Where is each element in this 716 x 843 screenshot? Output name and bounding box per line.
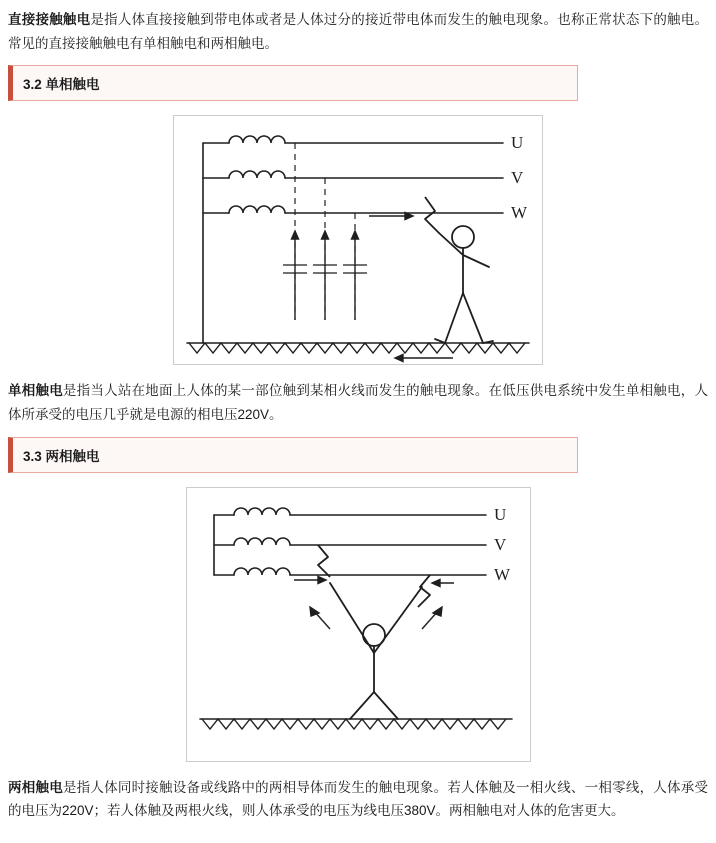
- figure-two-phase-shock: [8, 487, 708, 762]
- single-phase-shock-diagram: [173, 115, 543, 365]
- phase-label-w: W: [493, 564, 510, 584]
- section-3-3-body-rest: 是指人体同时接触设备或线路中的两相导体而发生的触电现象。若人体触及一相火线、一相零线，人体承受的电压为220V；若人体触及两根火线，则人体承受的电压为线电压380V。两相触电对人体的危害更大。: [8, 779, 709, 819]
- section-heading-3-3: 3.3 两相触电: [8, 437, 578, 473]
- section-3-2-body: [8, 379, 708, 426]
- intro-rest: 是指人体直接接触到带电体或者是人体过分的接近带电体而发生的触电现象。也称正常状态下的触电。常见的直接接触触电有单相触电和两相触电。: [8, 12, 709, 51]
- section-3-2-bold-lead: 单相触电: [8, 383, 63, 399]
- phase-label-u: U: [493, 504, 506, 524]
- section-3-3-bold-lead: 两相触电: [8, 779, 63, 795]
- intro-bold-lead: 直接接触触电: [8, 12, 91, 27]
- phase-label-v: V: [511, 168, 524, 188]
- two-phase-shock-diagram: [186, 487, 531, 762]
- intro-paragraph: [8, 8, 708, 55]
- phase-label-u: U: [511, 133, 524, 153]
- section-heading-3-2: 3.2 单相触电: [8, 65, 578, 101]
- figure-single-phase-shock: [8, 115, 708, 365]
- section-3-3-body: [8, 776, 708, 823]
- section-3-2-body-rest: 是指当人站在地面上人体的某一部位触到某相火线而发生的触电现象。在低压供电系统中发生单相触电，人体所承受的电压几乎就是电源的相电压220V。: [8, 383, 709, 422]
- phase-label-w: W: [511, 203, 528, 223]
- phase-label-v: V: [493, 534, 506, 554]
